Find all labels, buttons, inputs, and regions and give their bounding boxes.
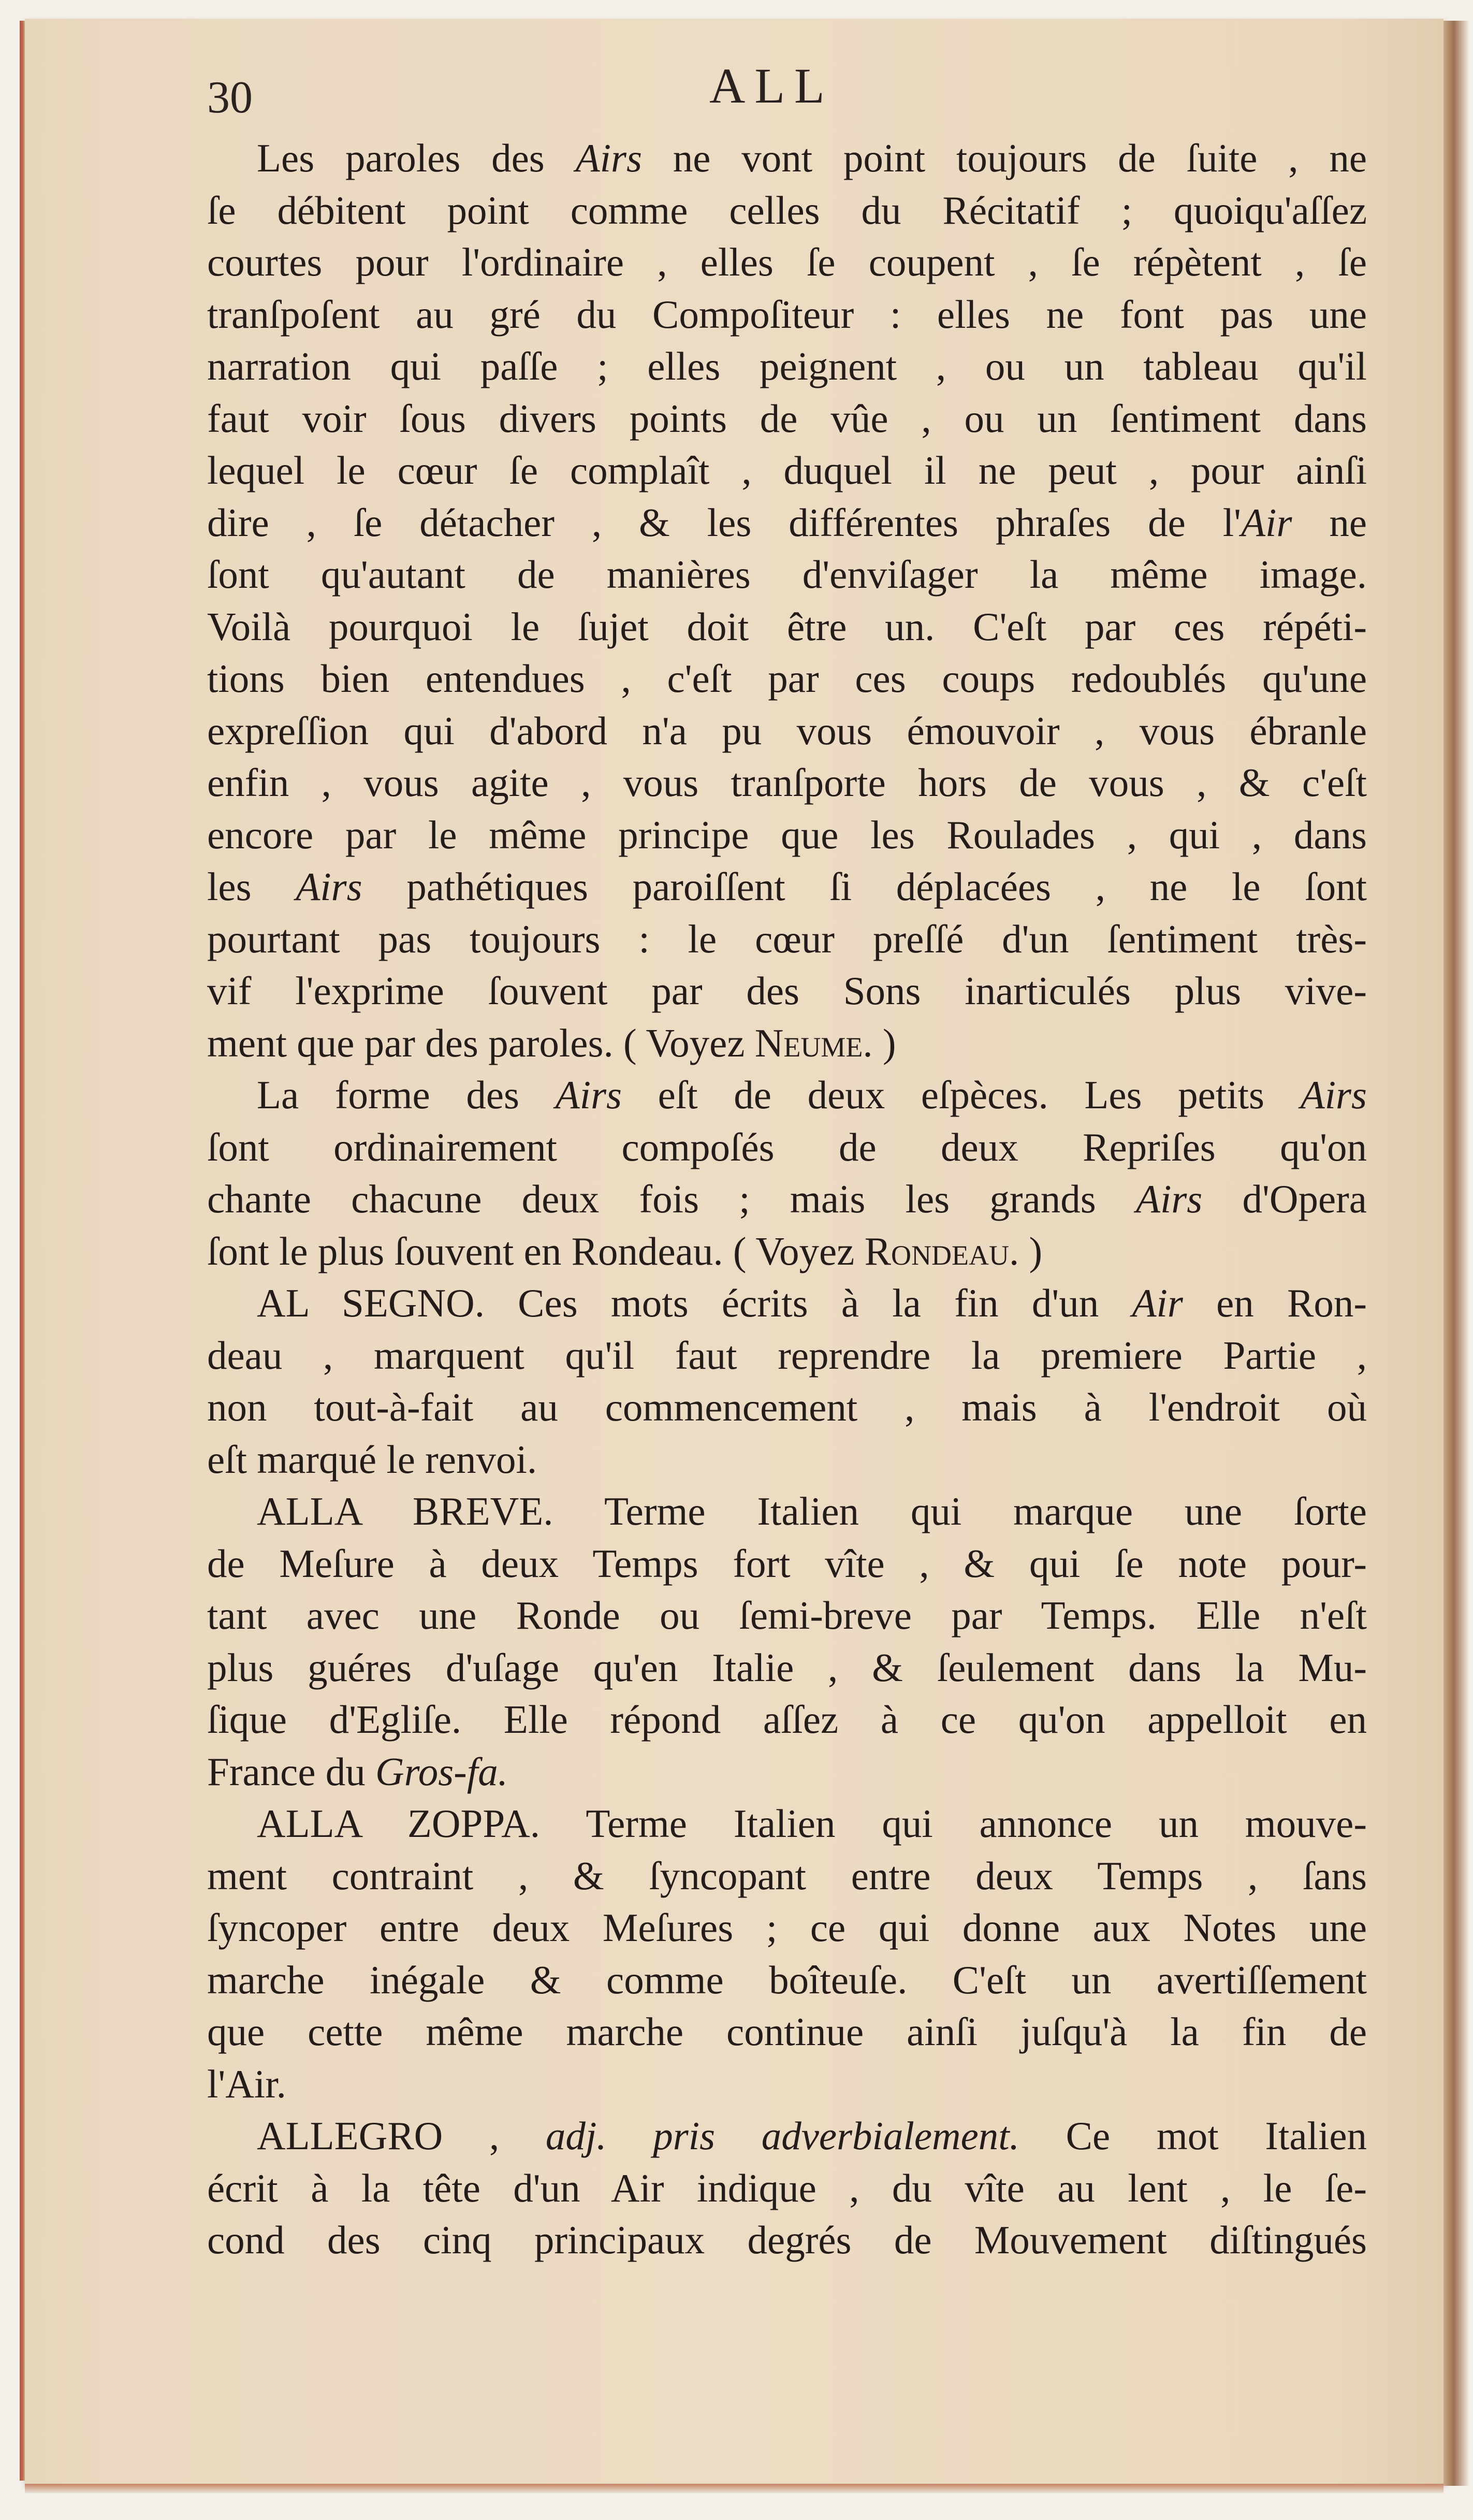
text-line	[207, 653, 1367, 705]
text-segment: enfin , vous agite , vous tranſporte hors de vous , & c'eſt	[207, 760, 1367, 805]
text-segment: tranſpoſent au gré du Compoſiteur : elles ne font pas une	[207, 292, 1367, 337]
text-line	[207, 1433, 1367, 1486]
text-line	[207, 184, 1367, 237]
small-caps-text: Rondeau	[864, 1228, 1009, 1273]
text-segment: encore par le même principe que les Roulades , qui , dans	[207, 812, 1367, 857]
text-segment: lequel le cœur ſe complaît , duquel il ne peut , pour ainſi	[207, 448, 1367, 493]
text-line	[207, 340, 1367, 393]
italic-text: Gros-fa.	[375, 1749, 508, 1794]
text-segment: non tout-à-fait au commencement , mais à l'endroit où	[207, 1385, 1367, 1429]
text-line	[207, 1329, 1367, 1382]
text-segment: tant avec une Ronde ou ſemi-breve par Temps. Elle n'eſt	[207, 1593, 1367, 1638]
text-segment: Ce mot Italien	[1019, 2113, 1367, 2158]
text-line	[207, 1693, 1367, 1746]
text-segment: ALLEGRO ,	[257, 2113, 546, 2158]
text-line	[207, 1173, 1367, 1225]
text-segment: ne vont point toujours de ſuite , ne	[641, 136, 1367, 180]
text-segment: tions bien entendues , c'eſt par ces coups redoublés qu'une	[207, 656, 1367, 701]
text-segment: dire , ſe détacher , & les différentes phraſes de l'	[207, 500, 1242, 545]
text-line	[207, 1277, 1367, 1329]
text-segment: ſont ordinairement compoſés de deux Repriſes qu'on	[207, 1124, 1367, 1169]
text-segment: France du	[207, 1749, 375, 1794]
page-number: 30	[207, 73, 253, 123]
text-segment: ſique d'Egliſe. Elle répond aſſez à ce qu'on appelloit en	[207, 1697, 1367, 1742]
text-line	[207, 1954, 1367, 2006]
text-line	[207, 1538, 1367, 1590]
text-line	[207, 2214, 1367, 2266]
text-segment: ALLA BREVE. Terme Italien qui marque une ſorte	[257, 1489, 1367, 1533]
page-edge-right	[1443, 21, 1469, 2486]
text-segment: les	[207, 864, 296, 909]
text-line	[207, 2110, 1367, 2162]
text-line	[207, 2058, 1367, 2110]
text-line	[207, 861, 1367, 913]
text-segment: marche inégale & comme boîteuſe. C'eſt un avertiſſement	[207, 1957, 1367, 2002]
text-segment: . )	[863, 1020, 896, 1065]
text-segment: d'Opera	[1202, 1177, 1367, 1221]
text-segment: La forme des	[257, 1073, 556, 1117]
text-line	[207, 757, 1367, 809]
text-line	[207, 1642, 1367, 1694]
text-segment: eſt marqué le renvoi.	[207, 1437, 537, 1482]
italic-text: Airs	[1300, 1073, 1367, 1117]
italic-text: Airs	[575, 136, 642, 180]
text-line	[207, 1589, 1367, 1642]
text-segment: de Meſure à deux Temps fort vîte , & qui ſe note pour-	[207, 1541, 1367, 1586]
text-segment: courtes pour l'ordinaire , elles ſe coupent , ſe répètent , ſe	[207, 240, 1367, 284]
italic-text: Air	[1132, 1281, 1183, 1325]
text-segment: deau , marquent qu'il faut reprendre la premiere Partie ,	[207, 1333, 1367, 1378]
text-segment: pourtant pas toujours : le cœur preſſé d'un ſentiment très-	[207, 916, 1367, 961]
text-segment: ſyncoper entre deux Meſures ; ce qui donne aux Notes une	[207, 1905, 1367, 1950]
text-line	[207, 2006, 1367, 2058]
text-segment: écrit à la tête d'un Air indique , du vîte au lent , le ſe-	[207, 2165, 1367, 2210]
text-line	[207, 1225, 1367, 1278]
small-caps-text: Neume	[754, 1020, 863, 1065]
text-line	[207, 236, 1367, 288]
text-line	[207, 1381, 1367, 1433]
text-line	[207, 965, 1367, 1017]
text-line	[207, 809, 1367, 861]
text-segment: l'Air.	[207, 2061, 286, 2106]
text-line	[207, 548, 1367, 601]
text-line	[207, 705, 1367, 757]
text-segment: que cette même marche continue ainſi juſqu'à la fin de	[207, 2009, 1367, 2054]
text-line	[207, 1798, 1367, 1850]
text-segment: en Ron-	[1183, 1281, 1367, 1325]
text-segment: plus guéres d'uſage qu'en Italie , & ſeulement dans la Mu-	[207, 1645, 1367, 1690]
page-header	[207, 57, 1367, 123]
text-segment: . )	[1009, 1228, 1043, 1273]
text-line	[207, 1017, 1367, 1069]
text-line	[207, 1850, 1367, 1902]
running-head: ALL	[709, 58, 834, 113]
text-segment: AL SEGNO. Ces mots écrits à la fin d'un	[257, 1281, 1132, 1325]
text-line	[207, 132, 1367, 184]
text-line	[207, 2162, 1367, 2214]
text-segment: Voilà pourquoi le ſujet doit être un. C'eſt par ces répéti-	[207, 604, 1367, 649]
text-line	[207, 601, 1367, 653]
text-segment: faut voir ſous divers points de vûe , ou un ſentiment dans	[207, 396, 1367, 441]
text-segment: ment que par des paroles. ( Voyez	[207, 1020, 755, 1065]
italic-text: Air	[1241, 500, 1292, 545]
text-segment: eſt de deux eſpèces. Les petits	[622, 1073, 1301, 1117]
italic-text: adj. pris adverbialement.	[545, 2113, 1019, 2158]
text-line	[207, 288, 1367, 341]
text-line	[207, 444, 1367, 497]
text-line	[207, 1902, 1367, 1954]
italic-text: Airs	[1135, 1177, 1203, 1221]
text-line	[207, 1069, 1367, 1121]
text-segment: expreſſion qui d'abord n'a pu vous émouvoir , vous ébranle	[207, 708, 1367, 753]
text-segment: cond des cinq principaux degrés de Mouvement diſtingués	[207, 2218, 1367, 2262]
text-segment: ne	[1292, 500, 1367, 545]
text-line	[207, 393, 1367, 445]
text-line	[207, 1121, 1367, 1174]
body-text	[207, 132, 1367, 2266]
text-segment: Les paroles des	[257, 136, 576, 180]
text-segment: ſont qu'autant de manières d'enviſager la même image.	[207, 552, 1367, 597]
text-line	[207, 1485, 1367, 1538]
text-segment: ALLA ZOPPA. Terme Italien qui annonce un mouve-	[257, 1801, 1367, 1846]
page-edge-left	[20, 21, 25, 2481]
text-line	[207, 913, 1367, 965]
text-line	[207, 1746, 1367, 1798]
text-segment: ſont le plus ſouvent en Rondeau. ( Voyez	[207, 1228, 865, 1273]
text-segment: ſe débitent point comme celles du Récitatif ; quoiqu'aſſez	[207, 187, 1367, 233]
italic-text: Airs	[555, 1073, 622, 1117]
text-segment: ment contraint , & ſyncopant entre deux Temps , ſans	[207, 1853, 1367, 1898]
text-segment: vif l'exprime ſouvent par des Sons inarticulés plus vive-	[207, 968, 1367, 1013]
text-line	[207, 497, 1367, 549]
text-segment: narration qui paſſe ; elles peignent , ou un tableau qu'il	[207, 344, 1367, 388]
page-edge-bottom	[25, 2484, 1443, 2493]
text-segment: chante chacune deux fois ; mais les grands	[207, 1177, 1136, 1221]
italic-text: Airs	[296, 864, 362, 909]
text-segment: pathétiques paroiſſent ſi déplacées , ne le ſont	[362, 864, 1367, 909]
